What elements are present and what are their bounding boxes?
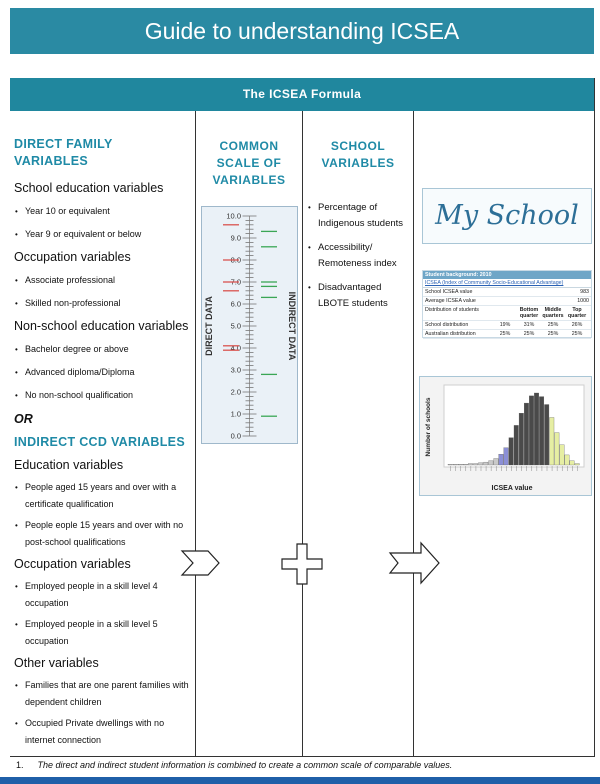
- scale-tick-label: 0.0: [230, 431, 241, 441]
- formula-heading: The ICSEA Formula: [10, 78, 594, 111]
- histogram-bar: [570, 461, 574, 465]
- section-title: Education variables: [14, 458, 124, 472]
- section-title: School education variables: [14, 181, 164, 195]
- list-item: • No non-school qualification: [14, 387, 194, 404]
- histogram-bar: [575, 464, 579, 465]
- histogram-bar: [499, 454, 503, 465]
- histogram-bar: [448, 464, 452, 465]
- common-scale-ruler: [201, 206, 298, 444]
- scale-tick-label: 9.0: [230, 233, 241, 243]
- column-divider: [413, 111, 414, 756]
- histogram-bar: [560, 445, 564, 465]
- or-label: OR: [14, 412, 33, 426]
- table-header: Student background: 2010: [423, 271, 591, 279]
- histogram-bar: [519, 413, 523, 465]
- histogram-bar: [484, 462, 488, 465]
- histogram-bar: [463, 464, 467, 465]
- histogram-bar: [453, 464, 457, 465]
- scale-tick-label: 10.0: [226, 211, 241, 221]
- list-item: • Advanced diploma/Diploma: [14, 364, 194, 381]
- list-item: • Accessibility/ Remoteness index: [307, 240, 411, 272]
- scale-tick-label: 3.0: [230, 365, 241, 375]
- histogram-y-label: Number of schools: [425, 397, 432, 457]
- section-title: Occupation variables: [14, 250, 131, 264]
- section-title: Other variables: [14, 656, 99, 670]
- list-item: • Associate professional: [14, 272, 194, 289]
- scale-tick-label: 2.0: [230, 387, 241, 397]
- column-divider: [195, 111, 196, 756]
- histogram-bar: [550, 417, 554, 465]
- plus-icon: [280, 542, 324, 586]
- list-item: • Year 9 or equivalent or below: [14, 226, 194, 243]
- common-scale-heading: COMMON SCALE OF VARIABLES: [212, 139, 286, 187]
- footnote: 1. The direct and indirect student information is combined to create a common scale of comparable values.: [16, 760, 453, 770]
- arrow-right-icon: [180, 548, 222, 578]
- school-variables-heading: SCHOOL VARIABLES: [321, 139, 395, 170]
- frame-border: [594, 78, 595, 756]
- list-item: • Occupied Private dwellings with no internet connection: [14, 715, 194, 749]
- my-school-logo: My School: [422, 188, 592, 244]
- scale-tick-label: 5.0: [230, 321, 241, 331]
- table-subheader: ICSEA (Index of Community Socio-Educational Advantage): [423, 279, 591, 288]
- icsea-histogram: [419, 376, 592, 496]
- table-row: School distribution 19% 31% 25% 26%: [423, 321, 591, 330]
- scale-tick-label: 8.0: [230, 255, 241, 265]
- histogram-bar: [468, 464, 472, 465]
- indirect-data-label: INDIRECT DATA: [287, 291, 297, 361]
- histogram-bar: [504, 448, 508, 465]
- histogram-bar: [478, 463, 482, 465]
- family-variables-column: [14, 136, 194, 749]
- histogram-bar: [489, 461, 493, 465]
- column-divider: [302, 111, 303, 756]
- table-row: Average ICSEA value 1000: [425, 298, 589, 304]
- school-variables-list: [307, 200, 411, 312]
- histogram-bar: [524, 403, 528, 465]
- scale-tick-label: 7.0: [230, 277, 241, 287]
- histogram-bar: [555, 433, 559, 465]
- direct-data-label: DIRECT DATA: [204, 296, 214, 356]
- section-title: Non-school education variables: [14, 319, 189, 333]
- scale-tick-label: 6.0: [230, 299, 241, 309]
- histogram-bar: [458, 464, 462, 465]
- histogram-bar: [514, 425, 518, 465]
- table-row: School ICSEA value 983: [425, 289, 589, 295]
- histogram-bar: [473, 464, 477, 465]
- direct-family-heading: DIRECT FAMILY VARIABLES: [14, 137, 113, 168]
- list-item: • Families that are one parent families with dependent children: [14, 677, 194, 711]
- section-title: Occupation variables: [14, 557, 131, 571]
- list-item: • Employed people in a skill level 5 occupation: [14, 616, 194, 650]
- scale-tick-label: 1.0: [230, 409, 241, 419]
- histogram-bar: [509, 438, 513, 465]
- table-row: Distribution of students Bottom quarter Middle quarters Top quarter: [423, 306, 591, 321]
- list-item: • People aged 15 years and over with a certificate qualification: [14, 479, 194, 513]
- list-item: • Bachelor degree or above: [14, 341, 194, 358]
- list-item: • Percentage of Indigenous students: [307, 200, 411, 232]
- scale-tick-label: 4.0: [230, 343, 241, 353]
- list-item: • People eople 15 years and over with no post-school qualifications: [14, 517, 194, 551]
- student-background-table: [422, 270, 592, 338]
- table-row: Australian distribution 25% 25% 25% 25%: [423, 330, 591, 339]
- list-item: • Disadvantaged LBOTE students: [307, 280, 411, 312]
- arrow-right-icon: [388, 541, 442, 585]
- bottom-bar: [0, 777, 600, 784]
- histogram-bar: [529, 396, 533, 465]
- histogram-bar: [539, 397, 543, 465]
- histogram-bar: [565, 455, 569, 465]
- histogram-x-label: ICSEA value: [491, 485, 533, 492]
- list-item: • Skilled non-professional: [14, 295, 194, 312]
- indirect-ccd-heading: INDIRECT CCD VARIABLES: [14, 435, 185, 449]
- histogram-bar: [534, 393, 538, 465]
- histogram-bar: [494, 459, 498, 465]
- page-title: Guide to understanding ICSEA: [10, 8, 594, 54]
- list-item: • Employed people in a skill level 4 occupation: [14, 578, 194, 612]
- list-item: • Year 10 or equivalent: [14, 203, 194, 220]
- frame-border: [10, 756, 595, 757]
- histogram-bar: [544, 405, 548, 465]
